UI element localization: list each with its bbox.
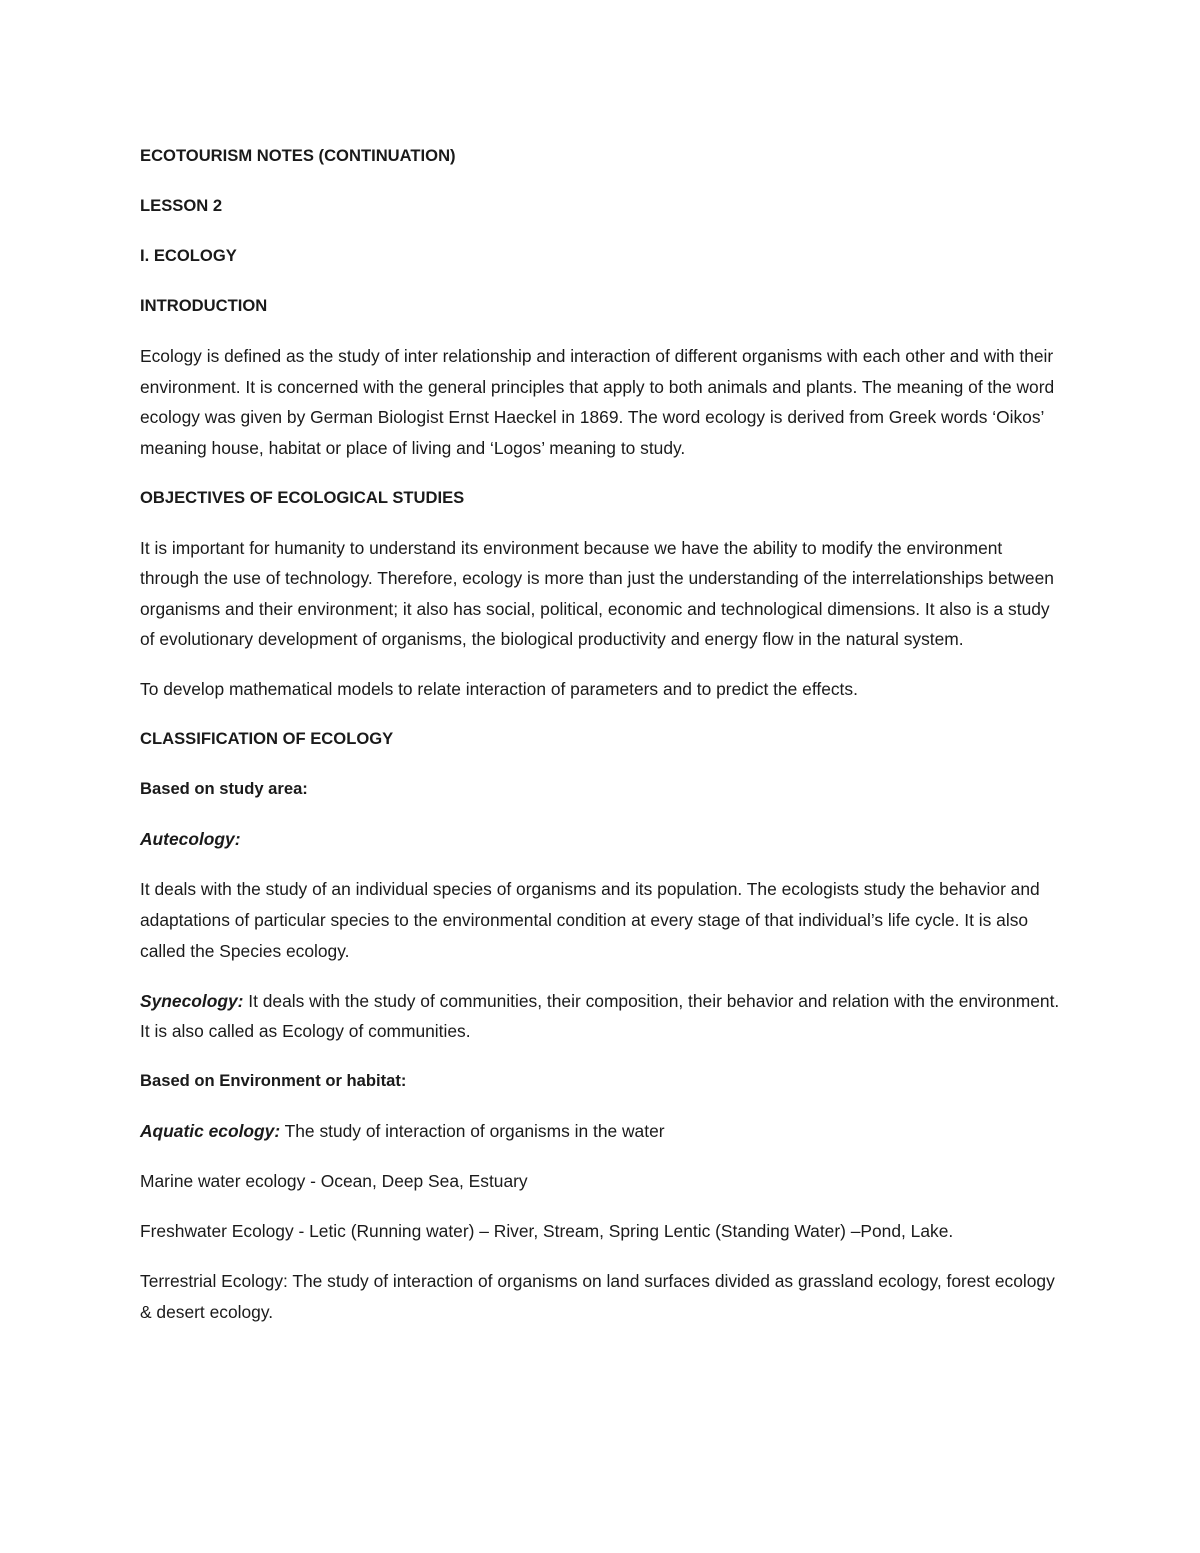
lesson-label: LESSON 2 — [140, 195, 223, 215]
synecology-term: Synecology: — [140, 990, 244, 1011]
aquatic-term: Aquatic ecology: — [140, 1121, 281, 1142]
document-body — [140, 141, 1065, 1347]
autecology-term: Autecology: — [140, 829, 241, 850]
terrestrial-paragraph: Terrestrial Ecology: The study of interaction of organisms on land surfaces divided as grassland ecology, forest ecology & desert ecology. — [140, 1271, 1055, 1322]
objectives-heading: OBJECTIVES OF ECOLOGICAL STUDIES — [140, 487, 465, 507]
synecology-paragraph — [140, 986, 1065, 1047]
autecology-paragraph: It deals with the study of an individual species of organisms and its population. The ecologists study the behavior and adaptations of particular species to the environmental condition at every stage of that individual’s life cycle. It is also called the Species ecology. — [140, 879, 1040, 961]
study-area-heading: Based on study area: — [140, 779, 308, 799]
objectives-models-paragraph: To develop mathematical models to relate interaction of parameters and to predict the effects. — [140, 679, 858, 700]
introduction-paragraph: Ecology is defined as the study of inter relationship and interaction of different organisms with each other and with their environment. It is concerned with the general principles that apply to both animals and plants. The meaning of the word ecology was given by German Biologist Ernst Haeckel in 1869. The word ecology is derived from Greek words ‘Oikos’ meaning house, habitat or place of living and ‘Logos’ meaning to study. — [140, 345, 1055, 458]
section-heading: I. ECOLOGY — [140, 245, 237, 265]
environment-heading: Based on Environment or habitat: — [140, 1071, 407, 1091]
classification-heading: CLASSIFICATION OF ECOLOGY — [140, 729, 394, 749]
aquatic-text: The study of interaction of organisms in the water — [280, 1121, 665, 1142]
freshwater-paragraph: Freshwater Ecology - Letic (Running water) – River, Stream, Spring Lentic (Standing Water) –Pond, Lake. — [140, 1221, 954, 1242]
marine-paragraph: Marine water ecology - Ocean, Deep Sea, Estuary — [140, 1171, 528, 1192]
objectives-paragraph: It is important for humanity to understand its environment because we have the ability to modify the environment through the use of technology. Therefore, ecology is more than just the understanding of the interrelationships between organisms and their environment; it also has social, political, economic and technological dimensions. It also is a study of evolutionary development of organisms, the biological productivity and energy flow in the natural system. — [140, 537, 1054, 650]
document-title: ECOTOURISM NOTES (CONTINUATION) — [140, 146, 456, 165]
synecology-text: It deals with the study of communities, their composition, their behavior and relation with the environment. It is also called as Ecology of communities. — [140, 990, 1060, 1042]
introduction-heading: INTRODUCTION — [140, 295, 268, 315]
aquatic-paragraph — [140, 1116, 1065, 1147]
